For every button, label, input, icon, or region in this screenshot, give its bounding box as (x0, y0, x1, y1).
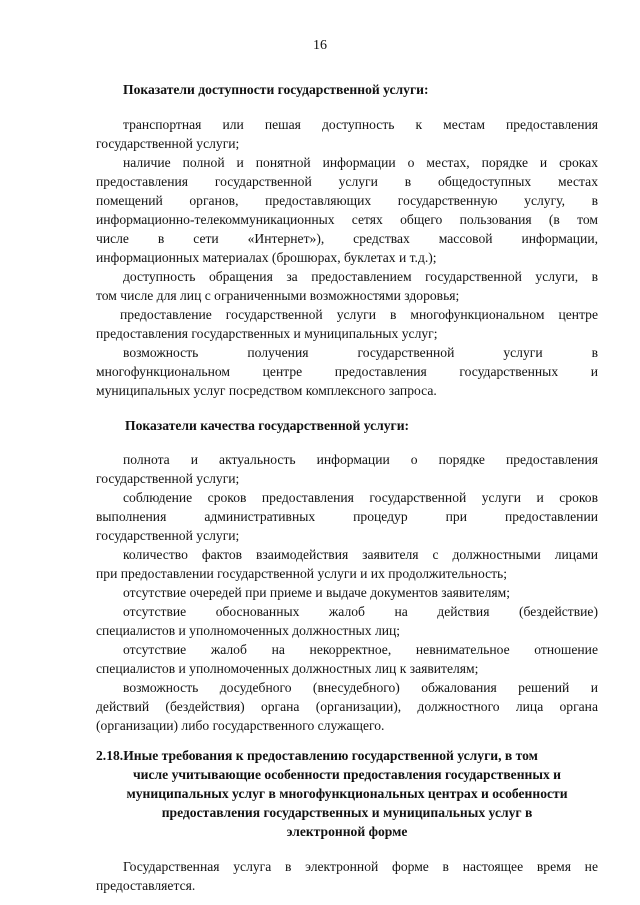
text-line: при предоставлении государственной услуги и их продолжительность; (96, 566, 508, 581)
section-2-18-heading: предоставления государственных и муниципальных услуг в (161, 805, 533, 820)
text-line: том числе для лиц с ограниченными возможностями здоровья; (96, 288, 460, 303)
text-line: специалистов и уполномоченных должностных лиц к заявителям; (96, 661, 479, 676)
text-line: возможность досудебного (внесудебного) обжалования решений и (123, 680, 598, 695)
text-line: Государственная услуга в электронной форме в настоящее время не (123, 859, 598, 874)
text-line: информационных материалах (брошюрах, буклетах и т.д.); (96, 250, 437, 265)
text-line: многофункциональном центре предоставления государственных и (96, 364, 598, 379)
text-line: предоставляется. (96, 878, 196, 893)
text-line: отсутствие жалоб на некорректное, невнимательное отношение (123, 642, 598, 657)
text-line: возможность получения государственной услуги в (123, 345, 598, 360)
section-2-18-heading: муниципальных услуг в многофункциональных центрах и особенности (126, 786, 568, 801)
text-line: соблюдение сроков предоставления государственной услуги и сроков (123, 490, 598, 505)
text-line: действий (бездействия) органа (организации), должностного лица органа (96, 699, 598, 714)
text-line: отсутствие обоснованных жалоб на действия (бездействие) (123, 604, 598, 619)
text-line: муниципальных услуг посредством комплексного запроса. (96, 383, 437, 398)
text-line: транспортная или пешая доступность к местам предоставления (123, 117, 598, 132)
text-line: количество фактов взаимодействия заявителя с должностными лицами (123, 547, 598, 562)
text-line: государственной услуги; (96, 471, 240, 486)
text-line: государственной услуги; (96, 528, 240, 543)
text-line: числе в сети «Интернет»), средствах массовой информации, (96, 231, 598, 246)
section-2-18-heading: числе учитывающие особенности предоставления государственных и (132, 767, 561, 782)
text-line: предоставление государственной услуги в многофункциональном центре (120, 307, 598, 322)
text-line: информационно-телекоммуникационных сетях общего пользования (в том (96, 212, 598, 227)
quality-heading: Показатели качества государственной услуги: (125, 418, 410, 433)
page-number: 16 (313, 38, 327, 53)
section-2-18-heading: электронной форме (286, 824, 408, 839)
text-line: (организации) либо государственного служащего. (96, 718, 385, 733)
text-line: государственной услуги; (96, 136, 240, 151)
text-line: наличие полной и понятной информации о местах, порядке и сроках (123, 155, 598, 170)
section-2-18-heading: 2.18.Иные требования к предоставлению государственной услуги, в том (96, 748, 538, 763)
text-line: выполнения административных процедур при предоставлении (96, 509, 598, 524)
text-line: отсутствие очередей при приеме и выдаче документов заявителям; (123, 585, 510, 600)
text-line: предоставления государственных и муниципальных услуг; (96, 326, 438, 341)
text-line: специалистов и уполномоченных должностных лиц; (96, 623, 401, 638)
text-line: доступность обращения за предоставлением государственной услуги, в (123, 269, 598, 284)
text-line: полнота и актуальность информации о порядке предоставления (123, 452, 598, 467)
availability-heading: Показатели доступности государственной услуги: (123, 82, 429, 97)
text-line: предоставления государственной услуги в общедоступных местах (96, 174, 598, 189)
text-line: помещений органов, предоставляющих государственную услугу, в (96, 193, 598, 208)
